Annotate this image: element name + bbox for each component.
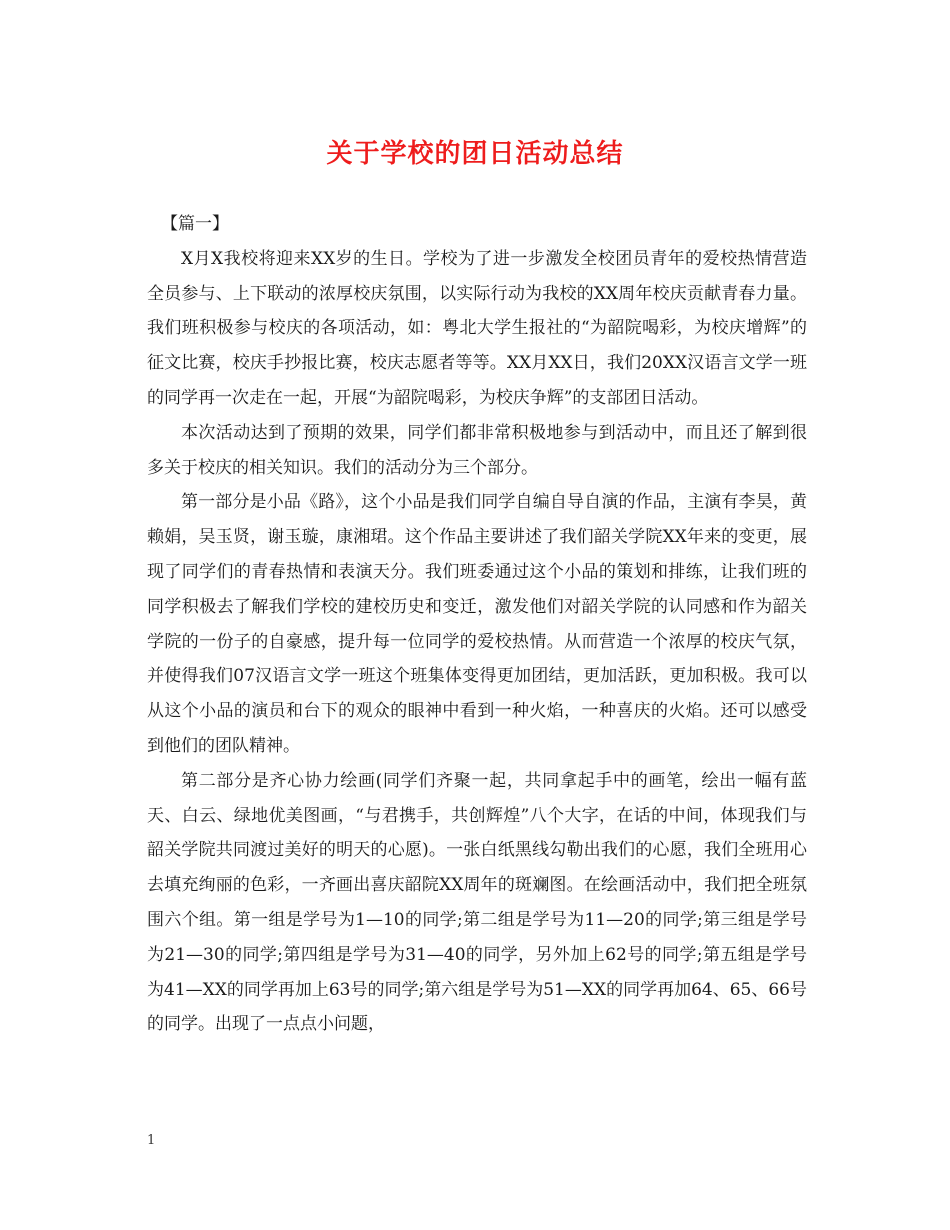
paragraph-1: X月X我校将迎来XX岁的生日。学校为了进一步激发全校团员青年的爱校热情营造全员参与、上下联动的浓厚校庆氛围，以实际行动为我校的XX周年校庆贡献青春力量。我们班积极参与校庆的各项活动，如：粤北大学生报社的“为韶院喝彩，为校庆增辉”的征文比赛，校庆手抄报比赛，校庆志愿者等等。XX月XX日，我们20XX汉语言文学一班的同学再一次走在一起，开展“为韶院喝彩，为校庆争辉”的支部团日活动。	[147, 248, 807, 408]
paragraph-3: 第一部分是小品《路》，这个小品是我们同学自编自导自演的作品，主演有李昊，黄赖娟，吴玉贤，谢玉璇，康湘珺。这个作品主要讲述了我们韶关学院XX年来的变更，展现了同学们的青春热情和表演天分。我们班委通过这个小品的策划和排练，让我们班的同学积极去了解我们学校的建校历史和变迁，激发他们对韶关学院的认同感和作为韶关学院的一份子的自豪感，提升每一位同学的爱校热情。从而营造一个浓厚的校庆气氛，并使得我们07汉语言文学一班这个班集体变得更加团结，更加活跃，更加积极。我可以从这个小品的演员和台下的观众的眼神中看到一种火焰，一种喜庆的火焰。还可以感受到他们的团队精神。	[147, 492, 807, 756]
section-label: 【篇一】	[161, 214, 229, 234]
page-number: 1	[147, 1133, 156, 1148]
document-body	[147, 207, 807, 1042]
document-title: 关于学校的团日活动总结	[326, 139, 624, 169]
paragraph-2: 本次活动达到了预期的效果，同学们都非常积极地参与到活动中，而且还了解到很多关于校庆的相关知识。我们的活动分为三个部分。	[147, 422, 807, 478]
paragraph-4: 第二部分是齐心协力绘画(同学们齐聚一起，共同拿起手中的画笔，绘出一幅有蓝天、白云、绿地优美图画，“与君携手，共创辉煌”八个大字，在话的中间，体现我们与韶关学院共同渡过美好的明天的心愿)。一张白纸黑线勾勒出我们的心愿，我们全班用心去填充绚丽的色彩，一齐画出喜庆韶院XX周年的斑斓图。在绘画活动中，我们把全班氛围六个组。第一组是学号为1—10的同学;第二组是学号为11—20的同学;第三组是学号为21—30的同学;第四组是学号为31—40的同学，另外加上62号的同学;第五组是学号为41—XX的同学再加上63号的同学;第六组是学号为51—XX的同学再加64、65、66号的同学。出现了一点点小问题，	[147, 770, 807, 1035]
